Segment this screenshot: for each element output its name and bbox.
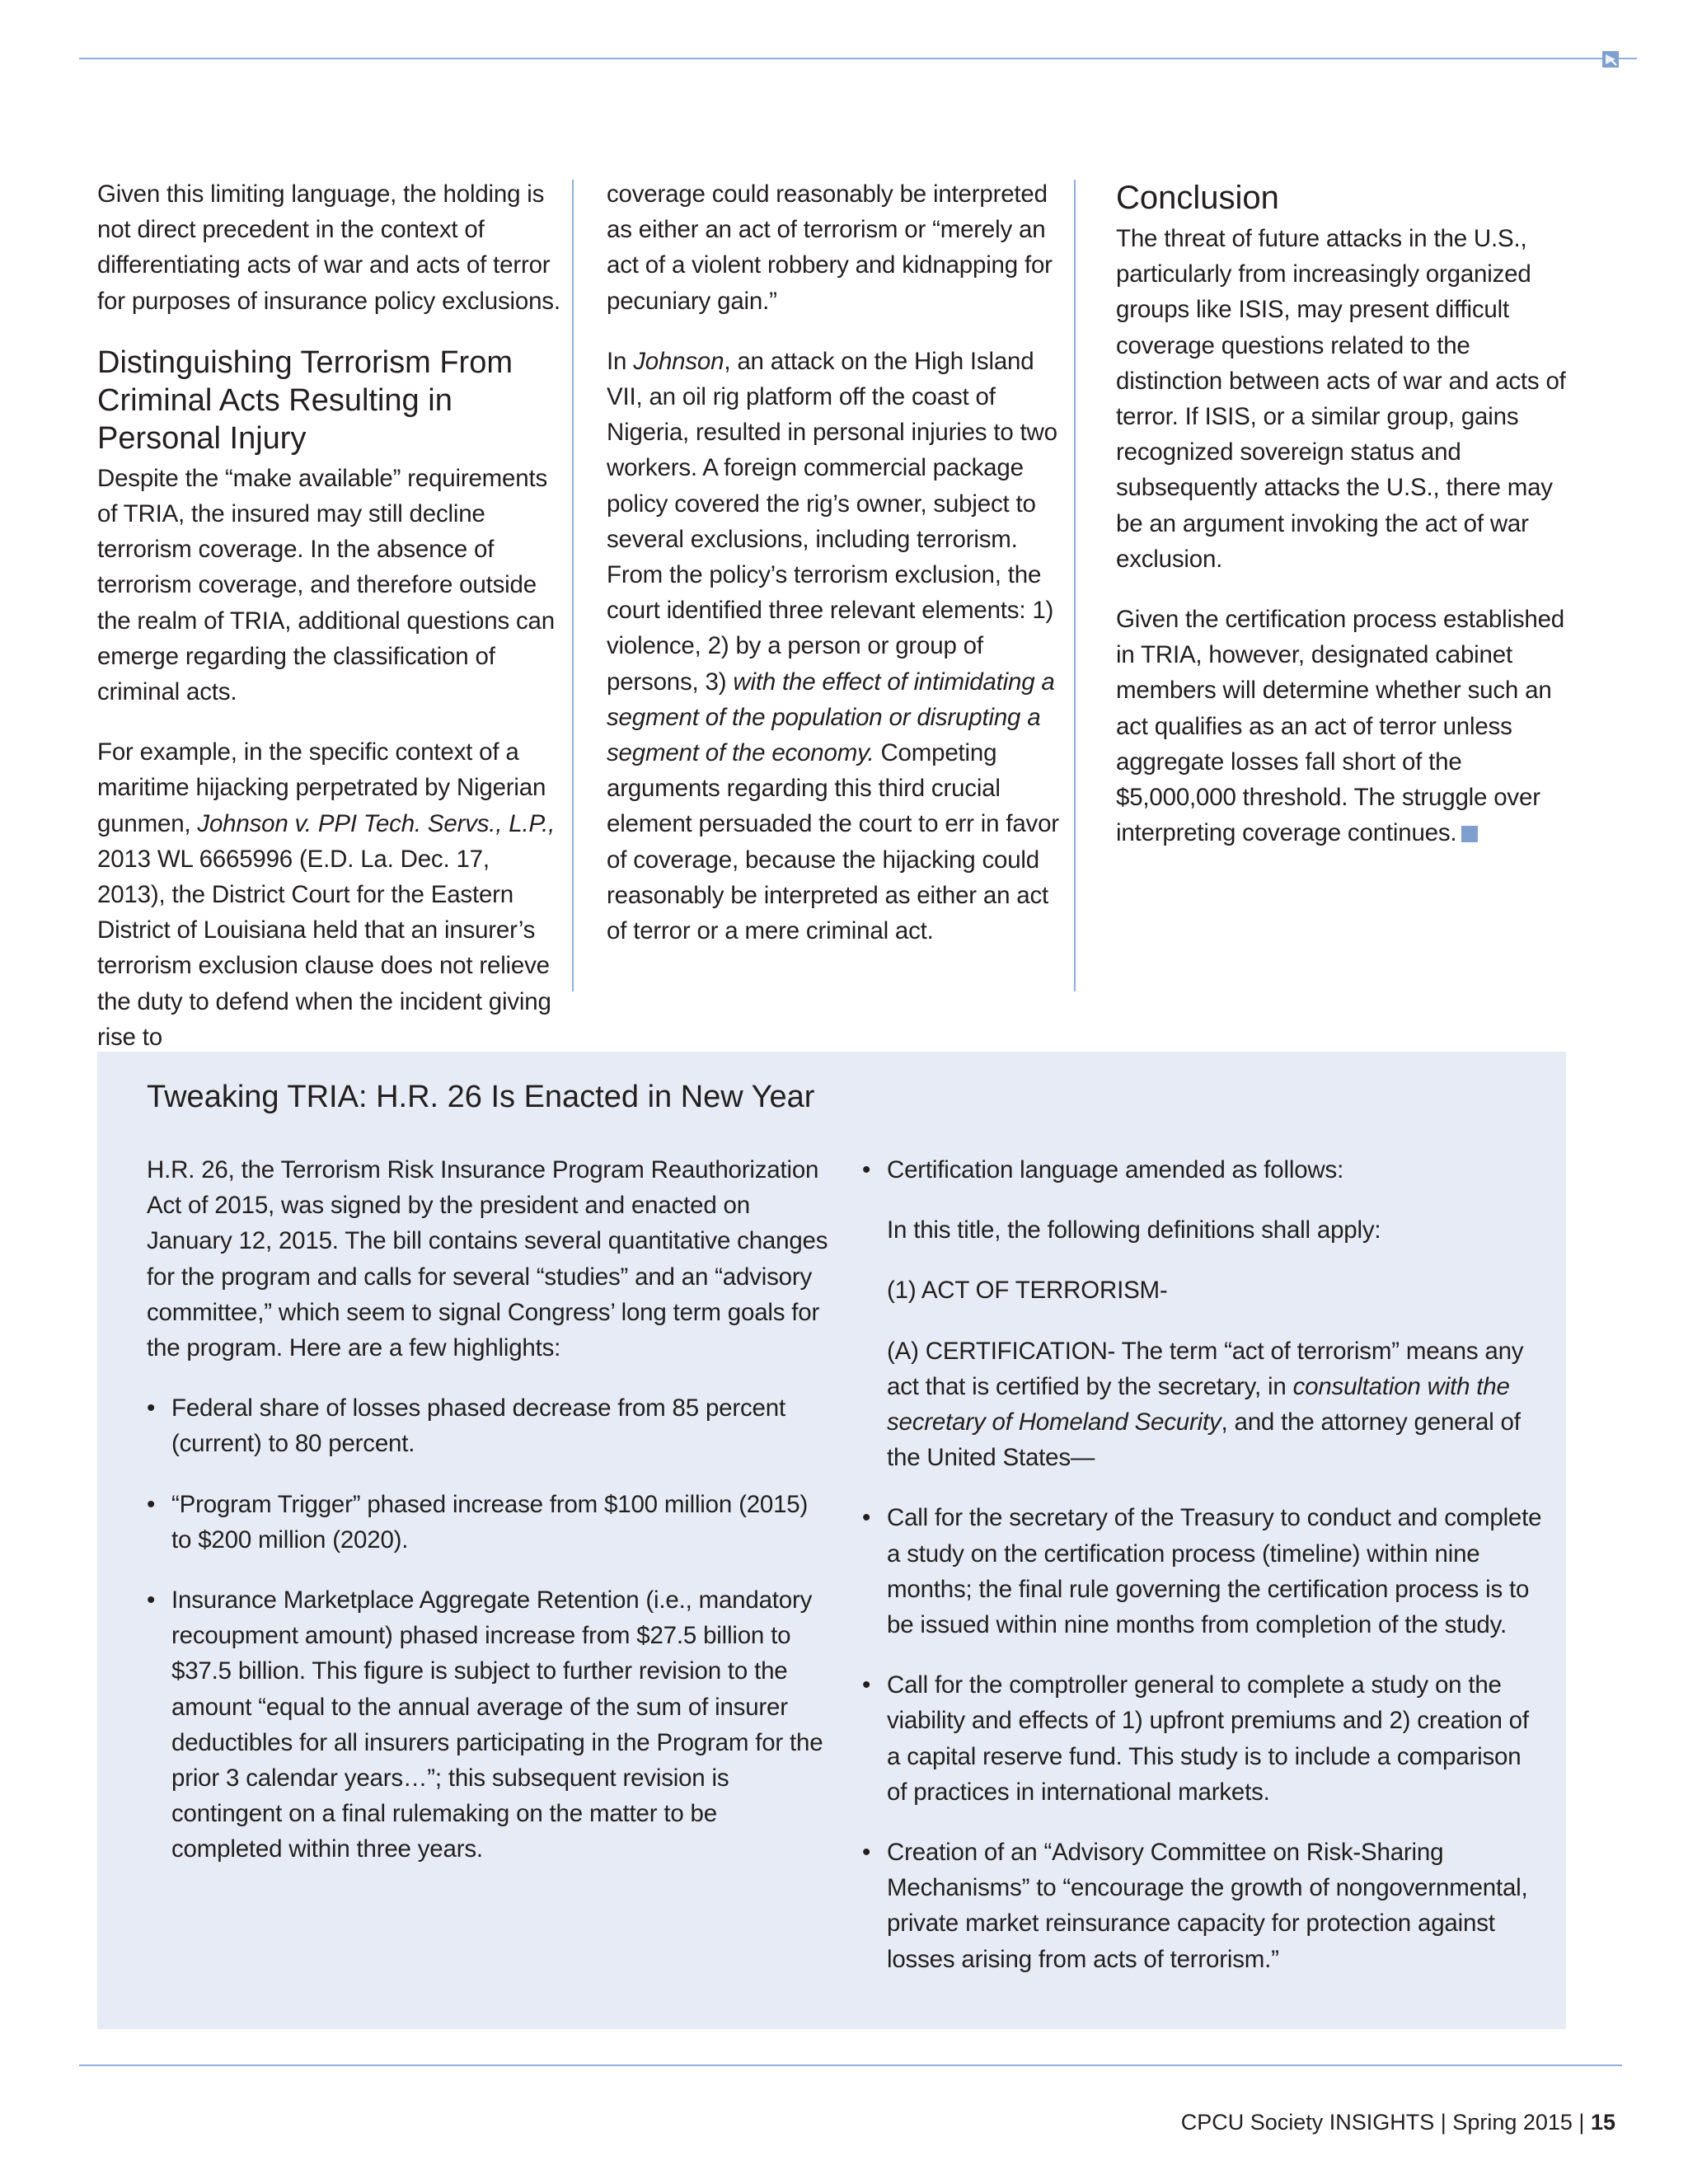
bottom-rule <box>79 2064 1622 2066</box>
column-divider <box>572 180 574 991</box>
definition-line: In this title, the following definitions shall apply: <box>887 1216 1381 1244</box>
paragraph: coverage could reasonably be interpreted as either an act of terrorism or “merely an act of a violent robbery and kidnapping for pecuniary gain.” <box>607 180 1053 315</box>
sidebar-box <box>97 1052 1566 2029</box>
highlights-list <box>147 1390 831 1867</box>
definition-line: (1) ACT OF TERRORISM- <box>887 1277 1168 1305</box>
paragraph: Despite the “make available” requirements of TRIA, the insured may still decline terrorism coverage. In the absence of terrorism coverage, and therefore outside the realm of TRIA, additional questions can emerge regarding the classification of criminal acts. <box>97 464 555 706</box>
list-item: • Federal share of losses phased decrease from 85 percent (current) to 80 percent. <box>147 1390 831 1461</box>
page-number: 15 <box>1590 2110 1615 2135</box>
column-divider <box>1074 180 1076 991</box>
list-item: • Creation of an “Advisory Committee on Risk-Sharing Mechanisms” to “encourage the growth of nongovernmental, private market reinsurance capacity for protection against losses arising from acts of terrorism.” <box>862 1835 1546 1977</box>
cpcu-end-mark-icon <box>1602 51 1619 68</box>
definition-line: (A) CERTIFICATION- The term “act of terrorism” means any act that is certified by the secretary, in consultation with the secretary of Homeland Security, and the attorney general of the United States— <box>887 1337 1524 1472</box>
highlights-list-continued <box>862 1152 1546 1977</box>
list-item: • “Program Trigger” phased increase from $100 million (2015) to $200 million (2020). <box>147 1487 831 1558</box>
article-column-2 <box>607 176 1072 973</box>
article-column-1 <box>97 176 563 1080</box>
list-item: • Call for the comptroller general to complete a study on the viability and effects of 1) upfront premiums and 2) creation of a capital reserve fund. This study is to include a comparison of practices in international markets. <box>862 1667 1546 1810</box>
case-name: Johnson <box>633 347 724 375</box>
end-of-article-icon <box>1461 826 1478 842</box>
section-heading: Distinguishing Terrorism From Criminal Acts Resulting in Personal Injury <box>97 344 513 456</box>
italic-phrase: consultation with the secretary of Homeland Security <box>887 1372 1510 1436</box>
paragraph: For example, in the specific context of a maritime hijacking perpetrated by Nigerian gunmen, Johnson v. PPI Tech. Servs., L.P., 2013 WL 6665996 (E.D. La. Dec. 17, 2013), the District Court for the Eastern District of Louisiana held that an insurer’s terrorism exclusion clause does not relieve the duty to defend when the incident giving rise to <box>97 738 556 1051</box>
italic-element: with the effect of intimidating a segment of the population or disrupting a segment of the economy. <box>607 668 1055 767</box>
list-item: • Insurance Marketplace Aggregate Retention (i.e., mandatory recoupment amount) phased increase from $27.5 billion to $37.5 billion. This figure is subject to further revision to the amount “equal to the annual average of the sum of insurer deductibles for all insurers participating in the Program for the prior 3 calendar years…”; this subsequent revision is contingent on a final rulemaking on the matter to be completed within three years. <box>147 1582 831 1868</box>
paragraph: Given this limiting language, the holding is not direct precedent in the context of differentiating acts of war and acts of terror for purposes of insurance policy exclusions. <box>97 180 560 315</box>
publication-info: CPCU Society INSIGHTS | Spring 2015 | <box>1180 2110 1591 2135</box>
sidebar-column-right <box>862 1152 1546 2002</box>
article-column-3 <box>1116 176 1578 875</box>
page-footer <box>1181 2107 1615 2137</box>
list-item <box>862 1152 1546 1475</box>
list-item: • Call for the secretary of the Treasury to conduct and complete a study on the certification process (timeline) within nine months; the final rule governing the certification process is to be issued within nine months from completion of the study. <box>862 1500 1546 1643</box>
case-citation: Johnson v. PPI Tech. Servs., L.P., <box>197 809 556 837</box>
paragraph: The threat of future attacks in the U.S., particularly from increasingly organized groups like ISIS, may present difficult coverage questions related to the distinction between acts of war and acts of terror. If ISIS, or a similar group, gains recognized sovereign status and subsequently attacks the U.S., there may be an argument invoking the act of war exclusion. <box>1116 225 1566 573</box>
list-item-text: • Certification language amended as follows: <box>887 1156 1344 1183</box>
conclusion-heading: Conclusion <box>1116 180 1279 216</box>
paragraph: Given the certification process established in TRIA, however, designated cabinet members will determine whether such an act qualifies as an act of terror unless aggregate losses fall short of the $5,000,000 threshold. The struggle over interpreting coverage continues. <box>1116 606 1564 847</box>
sidebar-column-left <box>147 1152 831 1892</box>
sidebar-intro: H.R. 26, the Terrorism Risk Insurance Program Reauthorization Act of 2015, was signed by the president and enacted on January 12, 2015. The bill contains several quantitative changes for the program and calls for several “studies” and an “advisory committee,” which seem to signal Congress’ long term goals for the program. Here are a few highlights: <box>147 1156 828 1362</box>
sidebar-title: Tweaking TRIA: H.R. 26 Is Enacted in New Year <box>147 1080 815 1114</box>
paragraph: In Johnson, an attack on the High Island VII, an oil rig platform off the coast of Nigeria, resulted in personal injuries to two workers. A foreign commercial package policy covered the rig’s owner, subject to several exclusions, including terrorism. From the policy’s terrorism exclusion, the court identified three relevant elements: 1) violence, 2) by a person or group of persons, 3) with the effect of intimidating a segment of the population or disrupting a segment of the economy. Competing arguments regarding this third crucial element persuaded the court to err in favor of coverage, because the hijacking could reasonably be interpreted as either an act of terror or a mere criminal act. <box>607 347 1059 945</box>
top-rule <box>79 58 1637 59</box>
